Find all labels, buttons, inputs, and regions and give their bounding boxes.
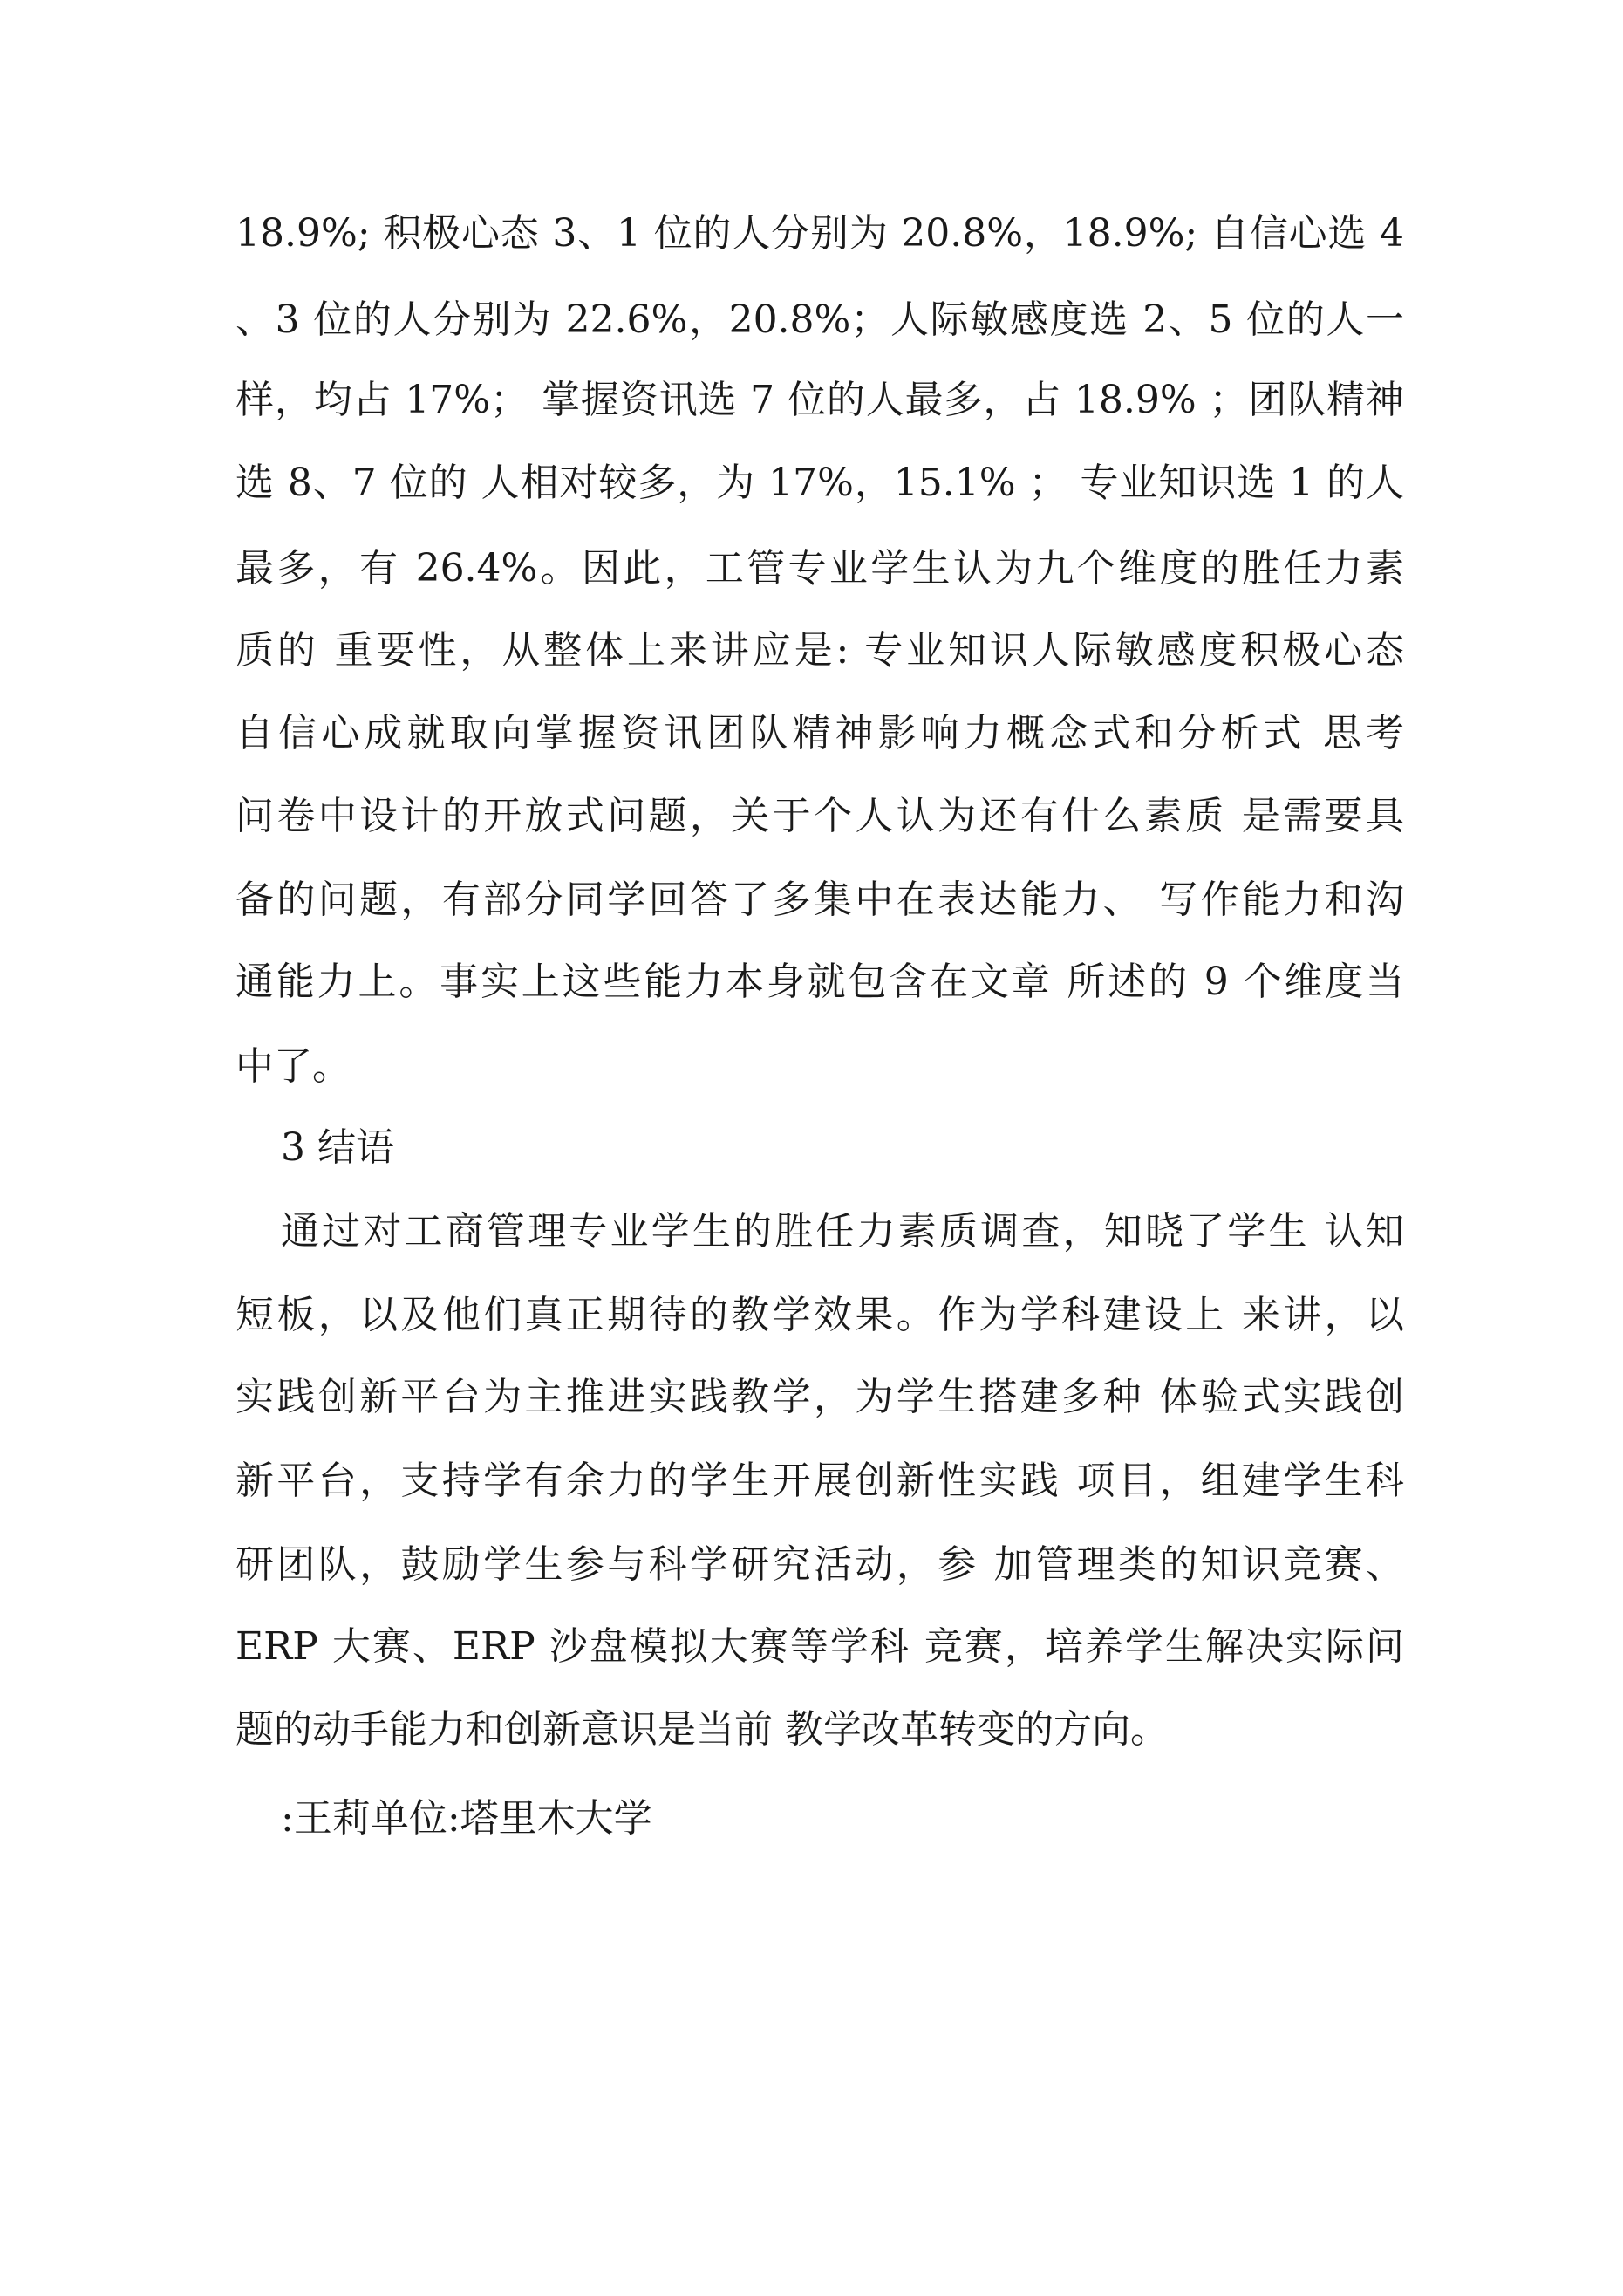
section-heading: 3 结语 — [281, 1125, 394, 1170]
paragraph-line: 最多，有 26.4%。因此，工管专业学生认为九个维度的胜任力素 — [235, 546, 1404, 591]
paragraph-line: 短板，以及他们真正期待的教学效果。作为学科建设上 来讲，以 — [235, 1293, 1404, 1337]
paragraph-line: 选 8、7 位的 人相对较多，为 17%，15.1% ； 专业知识选 1 的人 — [235, 461, 1404, 505]
paragraph-line: 18.9%; 积极心态 3、1 位的人分别为 20.8%，18.9%; 自信心选 4 — [235, 211, 1404, 256]
paragraph-line: ERP 大赛、ERP 沙盘模拟大赛等学科 竞赛，培养学生解决实际问 — [235, 1624, 1404, 1669]
paragraph-line: 问卷中设计的开放式问题，关于个人认为还有什么素质 是需要具 — [235, 794, 1404, 838]
paragraph-line: 研团队，鼓励学生参与科学研究活动，参 加管理类的知识竞赛、 — [235, 1542, 1404, 1587]
paragraph-line: 自信心成就取向掌握资讯团队精神影响力概念式和分析式 思考 — [235, 711, 1404, 755]
paragraph-line: 新平台，支持学有余力的学生开展创新性实践 项目，组建学生科 — [235, 1459, 1404, 1503]
paragraph-line: 实践创新平台为主推进实践教学，为学生搭建多种 体验式实践创 — [235, 1375, 1404, 1419]
paragraph-line: 通过对工商管理专业学生的胜任力素质调查，知晓了学生 认知 — [281, 1209, 1404, 1254]
paragraph-line: 质的 重要性，从整体上来讲应是: 专业知识人际敏感度积极心态 — [235, 628, 1404, 673]
paragraph-line: 样，均占 17%； 掌握资讯选 7 位的人最多，占 18.9% ；团队精神 — [235, 378, 1404, 422]
paragraph-line: 通能力上。事实上这些能力本身就包含在文章 所述的 9 个维度当 — [235, 960, 1404, 1004]
paragraph-line: 备的问题，有部分同学回答了多集中在表达能力、 写作能力和沟 — [235, 878, 1404, 922]
paragraph-line: 题的动手能力和创新意识是当前 教学改革转变的方向。 — [235, 1707, 1169, 1752]
author-affiliation: :王莉单位:塔里木大学 — [281, 1796, 652, 1841]
paragraph-line: 、3 位的人分别为 22.6%，20.8%；人际敏感度选 2、5 位的人一 — [235, 297, 1404, 342]
paragraph-line: 中了。 — [235, 1044, 351, 1089]
